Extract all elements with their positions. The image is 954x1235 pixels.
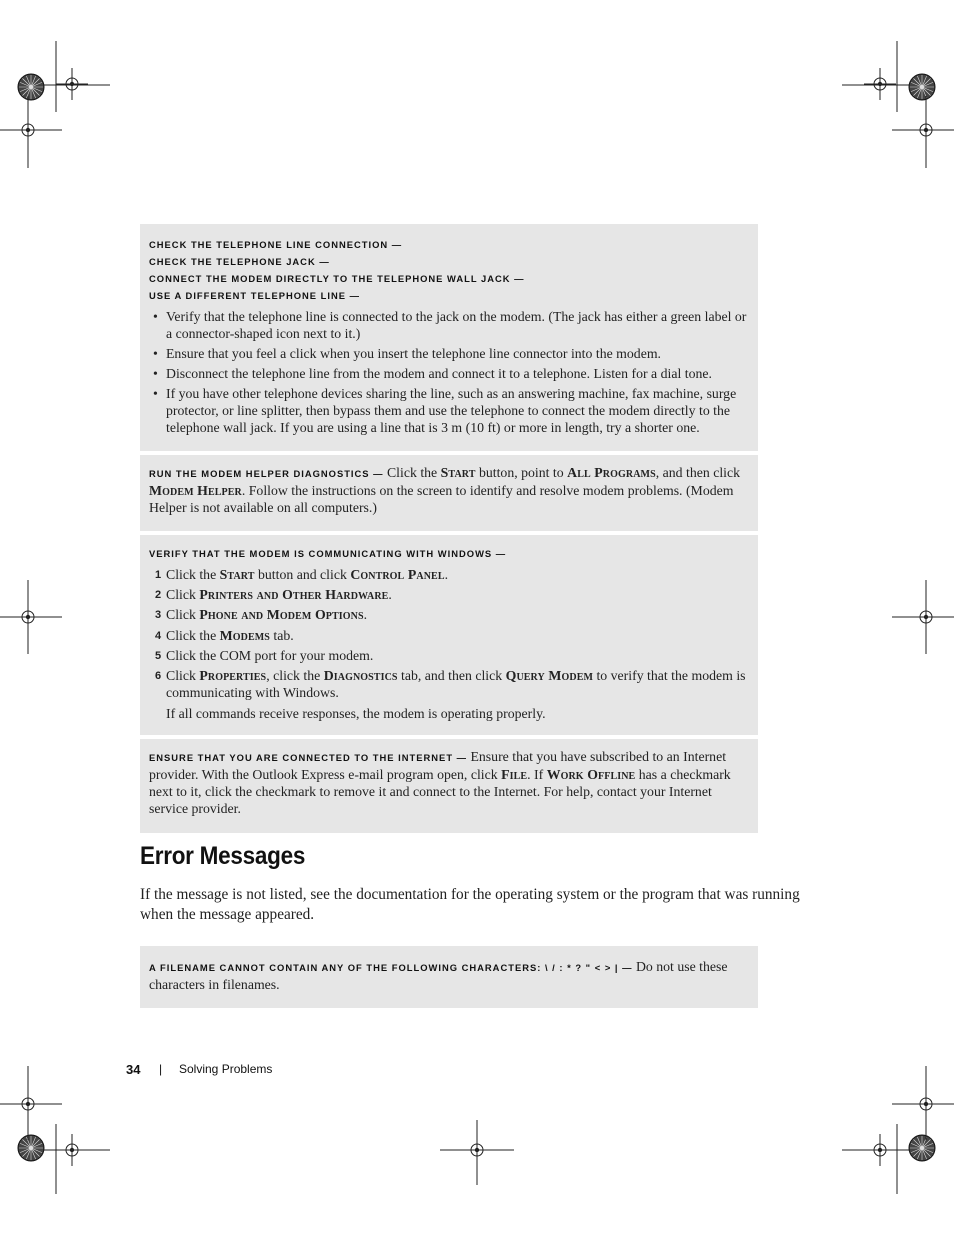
text: . xyxy=(444,567,449,582)
steps-list xyxy=(149,566,748,701)
text: Click the xyxy=(166,567,220,582)
page-number: 34 xyxy=(126,1062,141,1077)
step-item xyxy=(149,566,748,583)
verify-windows-box xyxy=(140,535,758,735)
ui-term-all-programs: All Programs xyxy=(567,465,656,480)
section-title: Error Messages xyxy=(140,842,306,870)
step-number: 3 xyxy=(155,609,162,622)
ui-term: Properties xyxy=(199,667,267,683)
ui-term: Start xyxy=(219,567,255,582)
text: . If xyxy=(527,767,547,782)
text: Click the COM port for your modem. xyxy=(166,647,374,663)
internet-paragraph xyxy=(149,748,748,817)
footer-separator: | xyxy=(159,1062,163,1076)
modem-helper-paragraph xyxy=(149,464,748,516)
internet-connection-box xyxy=(140,739,758,833)
text: Click the xyxy=(166,627,220,643)
heading-check-line: CHECK THE TELEPHONE LINE CONNECTION — xyxy=(149,239,403,250)
text: , click the xyxy=(266,667,324,683)
box-headings xyxy=(149,236,748,304)
list-item: • Verify that the telephone line is connected to the jack on the modem. (The jack has either a green label or a connector-shaped icon next to it.) xyxy=(149,308,748,342)
text: Do not use these characters in filenames. xyxy=(149,959,728,992)
ui-term: Diagnostics xyxy=(323,667,398,683)
bullet-list xyxy=(149,308,748,436)
heading-different-line: USE A DIFFERENT TELEPHONE LINE — xyxy=(149,290,361,301)
step-number: 6 xyxy=(155,669,162,682)
heading-connect-wall-jack: CONNECT THE MODEM DIRECTLY TO THE TELEPHONE WALL JACK — xyxy=(149,273,525,284)
filename-characters-box xyxy=(140,946,758,1008)
ui-term: Phone and Modem Options xyxy=(199,607,364,623)
list-item: • If you have other telephone devices sharing the line, such as an answering machine, fax machine, surge protector, or line splitter, then bypass them and use the telephone to connect the modem directly to the telephone wall jack. If you are using a line that is 3 m (10 ft) or more in length, try a shorter one. xyxy=(149,385,748,436)
text: . xyxy=(388,587,392,603)
ui-term-start: Start xyxy=(440,465,476,480)
text: button, point to xyxy=(475,465,568,480)
step-number: 2 xyxy=(155,589,162,602)
heading-modem-helper: RUN THE MODEM HELPER DIAGNOSTICS — xyxy=(149,468,384,479)
telephone-line-troubleshooting-box xyxy=(140,224,758,451)
footer-section-name: Solving Problems xyxy=(179,1062,273,1076)
section-intro: If the message is not listed, see the documentation for the operating system or the program that was running when the message appeared. xyxy=(140,886,800,923)
steps-note: If all commands receive responses, the modem is operating properly. xyxy=(166,705,546,721)
step-number: 4 xyxy=(155,629,162,642)
text: Ensure that you have subscribed to an Internet provider. With the Outlook Express e-mail program open, click xyxy=(149,749,727,782)
filename-paragraph xyxy=(149,958,748,993)
list-item: • Disconnect the telephone line from the modem and connect it to a telephone. Listen for a dial tone. xyxy=(149,365,748,382)
heading-check-jack: CHECK THE TELEPHONE JACK — xyxy=(149,256,330,267)
text: Click xyxy=(166,607,200,623)
text: . xyxy=(363,607,368,623)
heading-filename: A FILENAME CANNOT CONTAIN ANY OF THE FOLLOWING CHARACTERS: \ / : * ? " < > | — xyxy=(149,962,633,973)
text: . Follow the instructions on the screen to identify and resolve modem problems. (Modem Helper is not available on all computers.) xyxy=(149,483,734,515)
text: , and then click xyxy=(655,465,741,480)
ui-term: Modems xyxy=(219,627,270,643)
ui-term: Printers and Other Hardware xyxy=(199,587,389,603)
step-item xyxy=(149,606,748,623)
ui-term: Control Panel xyxy=(350,567,445,582)
text: Click xyxy=(166,587,200,603)
heading-internet: ENSURE THAT YOU ARE CONNECTED TO THE INTERNET — xyxy=(149,752,468,763)
text: tab. xyxy=(269,627,294,643)
ui-term-work-offline: Work Offline xyxy=(546,767,636,782)
ui-term-modem-helper: Modem Helper xyxy=(149,483,242,498)
step-item xyxy=(149,627,748,644)
step-item xyxy=(149,647,748,664)
text: to verify that the modem is communicating with Windows. xyxy=(166,667,746,700)
text: button and click xyxy=(254,567,351,582)
text: Click the xyxy=(383,465,441,480)
list-item: • Ensure that you feel a click when you insert the telephone line connector into the modem. xyxy=(149,345,748,362)
text: Click xyxy=(166,667,200,683)
text: tab, and then click xyxy=(397,667,506,683)
step-number: 1 xyxy=(155,569,162,581)
modem-helper-box xyxy=(140,455,758,531)
heading-verify-windows: VERIFY THAT THE MODEM IS COMMUNICATING WITH WINDOWS — xyxy=(149,548,507,559)
ui-term-file: File xyxy=(501,767,528,782)
text: has a checkmark next to it, click the checkmark to remove it and connect to the Internet. For help, contact your Internet service provider. xyxy=(149,767,731,816)
step-item xyxy=(149,586,748,603)
step-number: 5 xyxy=(155,649,162,662)
step-item xyxy=(149,667,748,701)
ui-term: Query Modem xyxy=(505,667,594,683)
